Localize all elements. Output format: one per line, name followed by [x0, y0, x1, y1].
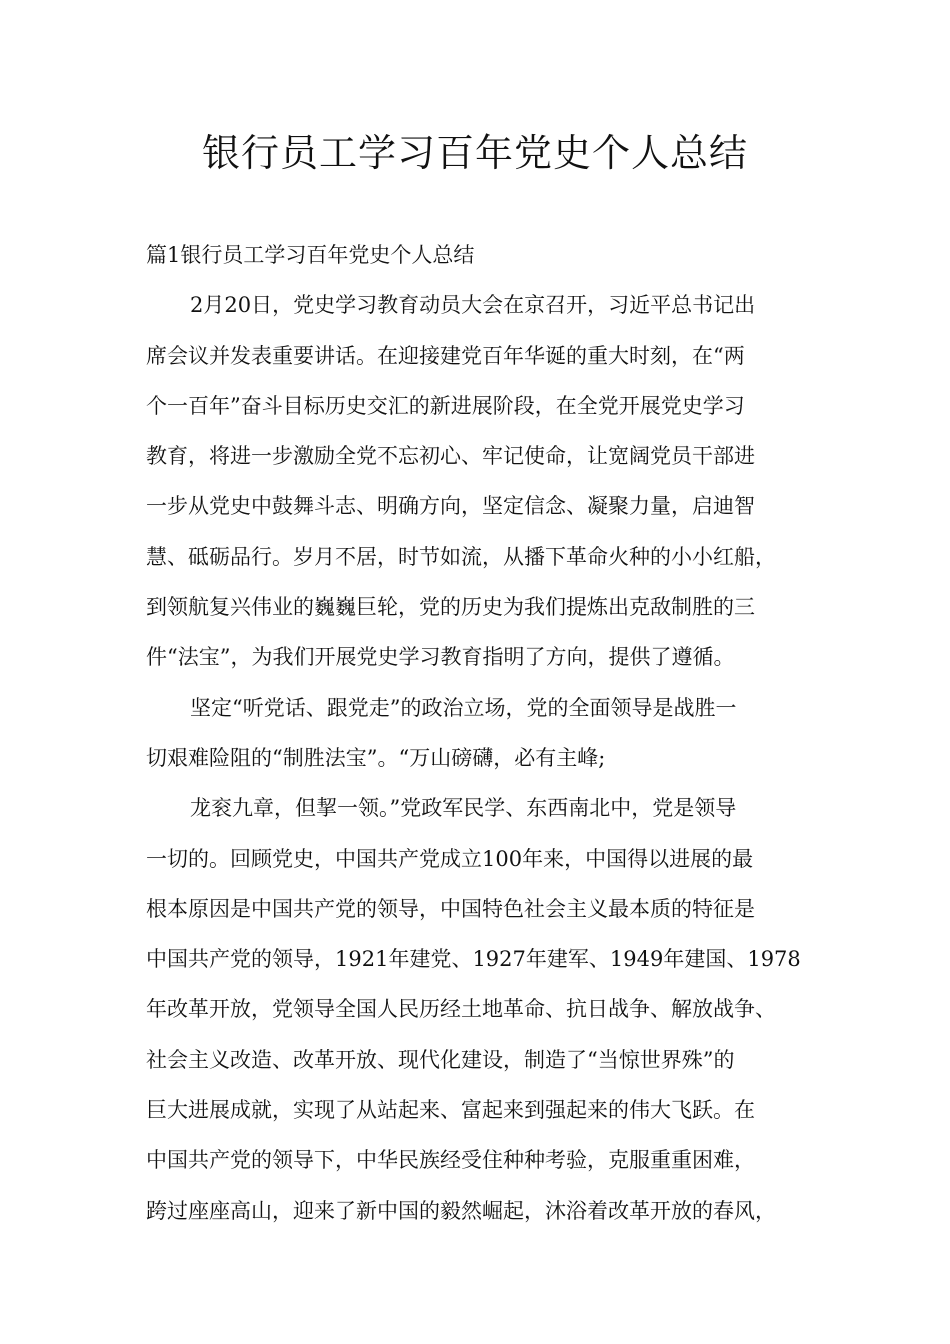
paragraph-line: 席会议并发表重要讲话。在迎接建党百年华诞的重大时刻，在“两 — [146, 343, 745, 368]
paragraph-line: 一切的。回顾党史，中国共产党成立100年来，中国得以进展的最 — [146, 846, 754, 871]
paragraph-line: 切艰难险阻的“制胜法宝”。“万山磅礴，必有主峰; — [146, 745, 606, 770]
paragraph-line: 个一百年”奋斗目标历史交汇的新进展阶段，在全党开展党史学习 — [146, 393, 745, 418]
section-heading: 篇1银行员工学习百年党史个人总结 — [146, 243, 475, 267]
paragraph-line: 跨过座座高山，迎来了新中国的毅然崛起，沐浴着改革开放的春风， — [146, 1198, 776, 1223]
paragraph-line: 巨大进展成就，实现了从站起来、富起来到强起来的伟大飞跃。在 — [146, 1098, 755, 1123]
paragraph-line: 件“法宝”，为我们开展党史学习教育指明了方向，提供了遵循。 — [146, 645, 735, 670]
paragraph-line: 慧、砥砺品行。岁月不居，时节如流，从播下革命火种的小小红船， — [146, 544, 776, 569]
paragraph-line: 社会主义改造、改革开放、现代化建设，制造了“当惊世界殊”的 — [146, 1047, 735, 1072]
paragraph-line: 一步从党史中鼓舞斗志、明确方向，坚定信念、凝聚力量，启迪智 — [146, 494, 755, 519]
paragraph-line: 根本原因是中国共产党的领导，中国特色社会主义最本质的特征是 — [146, 896, 755, 921]
paragraph-line: 2月20日，党史学习教育动员大会在京召开，习近平总书记出 — [190, 293, 756, 318]
paragraph-line: 龙衮九章，但挈一领。”党政军民学、东西南北中，党是领导 — [190, 796, 737, 821]
document-title: 银行员工学习百年党史个人总结 — [201, 131, 748, 175]
paragraph-line: 教育，将进一步激励全党不忘初心、牢记使命，让宽阔党员干部进 — [146, 444, 755, 469]
paragraph-line: 中国共产党的领导下，中华民族经受住种种考验，克服重重困难， — [146, 1148, 755, 1173]
paragraph-line: 中国共产党的领导，1921年建党、1927年建军、1949年建国、1978 — [146, 947, 801, 972]
paragraph-line: 年改革开放，党领导全国人民历经土地革命、抗日战争、解放战争、 — [146, 997, 776, 1022]
paragraph-line: 坚定“听党话、跟党走”的政治立场，党的全面领导是战胜一 — [190, 695, 737, 720]
document-body — [146, 230, 826, 1236]
paragraph-line: 到领航复兴伟业的巍巍巨轮，党的历史为我们提炼出克敌制胜的三 — [146, 595, 755, 620]
